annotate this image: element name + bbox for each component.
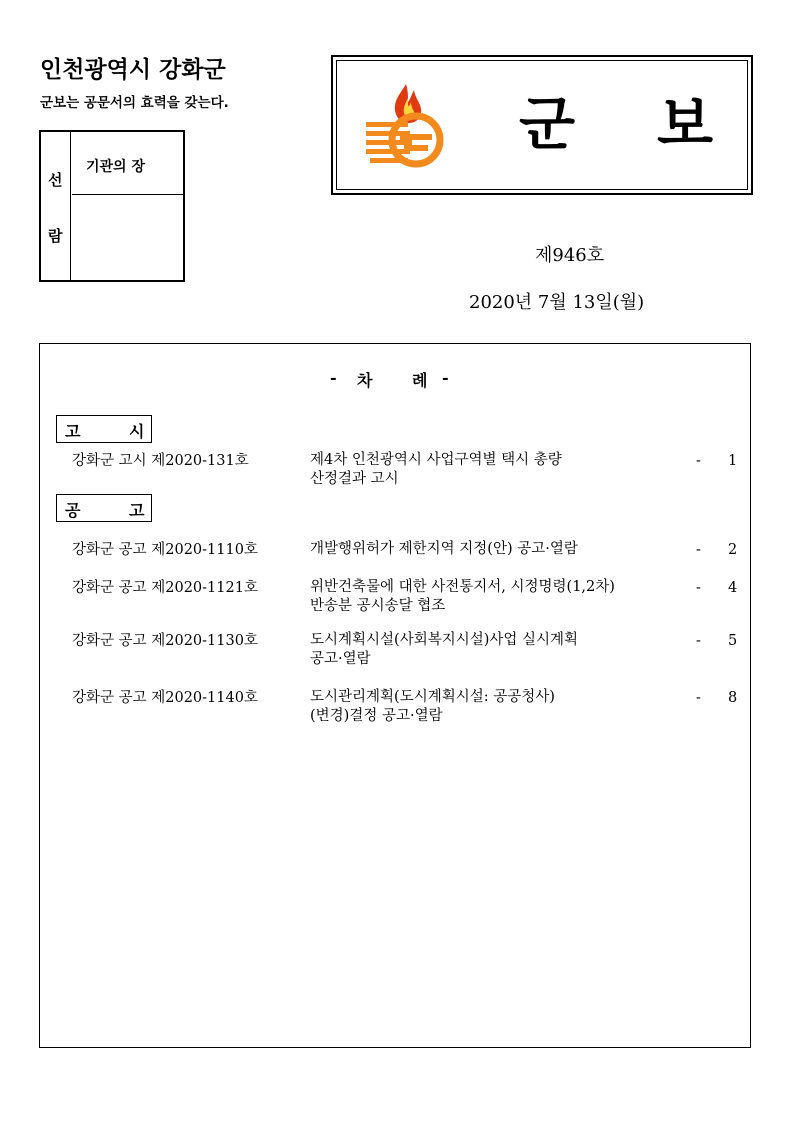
review-label-char: 선 (48, 171, 63, 189)
banner-title-char: 군 (519, 90, 576, 158)
entry-title-line: 도시관리계획(도시계획시설: 공공청사) (310, 689, 555, 705)
entry-dash: - (696, 542, 701, 558)
gazette-banner (331, 55, 753, 195)
entry-dash: - (696, 633, 701, 649)
entry-title-line: 제4차 인천광역시 사업구역별 택시 총량 (310, 452, 562, 468)
issue-date: 2020년 7월 13일(월) (469, 292, 645, 313)
entry-page-number: 8 (728, 690, 738, 706)
entry-page-number: 5 (728, 633, 738, 649)
entry-dash: - (696, 690, 701, 706)
entry-code: 강화군 공고 제2020-1121호 (72, 580, 258, 596)
entry-page-number: 1 (728, 453, 738, 469)
toc-heading-char: 례 (412, 371, 428, 390)
section-label-char: 공 (65, 501, 81, 520)
organization-subtitle: 군보는 공문서의 효력을 갖는다. (40, 95, 229, 111)
review-label-column (41, 132, 71, 280)
toc-heading-dash: - (330, 368, 337, 387)
review-head-cell (72, 132, 183, 195)
entry-page-number: 4 (728, 580, 738, 596)
banner-inner-frame (336, 60, 748, 190)
county-emblem-icon (364, 82, 454, 168)
entry-title-line: 산정결과 고시 (310, 471, 399, 487)
entry-code: 강화군 공고 제2020-1140호 (72, 690, 258, 706)
review-stamp-box (39, 130, 185, 282)
entry-dash: - (696, 580, 701, 596)
toc-heading-char: 차 (357, 371, 373, 390)
entry-title-line: (변경)결정 공고·열람 (310, 708, 443, 724)
entry-code: 강화군 고시 제2020-131호 (72, 453, 249, 469)
entry-code: 강화군 공고 제2020-1110호 (72, 542, 258, 558)
section-label-announcement (56, 494, 152, 522)
section-label-notice (56, 415, 152, 443)
entry-title-line: 위반건축물에 대한 사전통지서, 시정명령(1,2차) (310, 579, 615, 595)
entry-title-line: 반송분 공시송달 협조 (310, 598, 446, 614)
entry-page-number: 2 (728, 542, 738, 558)
section-label-char: 고 (129, 501, 145, 520)
organization-title: 인천광역시 강화군 (40, 57, 226, 83)
entry-code: 강화군 공고 제2020-1130호 (72, 633, 258, 649)
section-label-char: 시 (129, 422, 145, 441)
review-head-label: 기관의 장 (86, 159, 145, 175)
toc-heading-dash: - (442, 368, 449, 387)
table-of-contents (39, 343, 751, 1048)
entry-title-line: 개발행위허가 제한지역 지정(안) 공고·열람 (310, 541, 578, 557)
issue-number: 제946호 (535, 245, 605, 266)
section-label-char: 고 (65, 422, 81, 441)
entry-dash: - (696, 453, 701, 469)
review-label-char: 람 (48, 227, 63, 245)
banner-title-char: 보 (657, 90, 714, 158)
entry-title-line: 공고·열람 (310, 651, 371, 667)
entry-title-line: 도시계획시설(사회복지시설)사업 실시계획 (310, 632, 579, 648)
